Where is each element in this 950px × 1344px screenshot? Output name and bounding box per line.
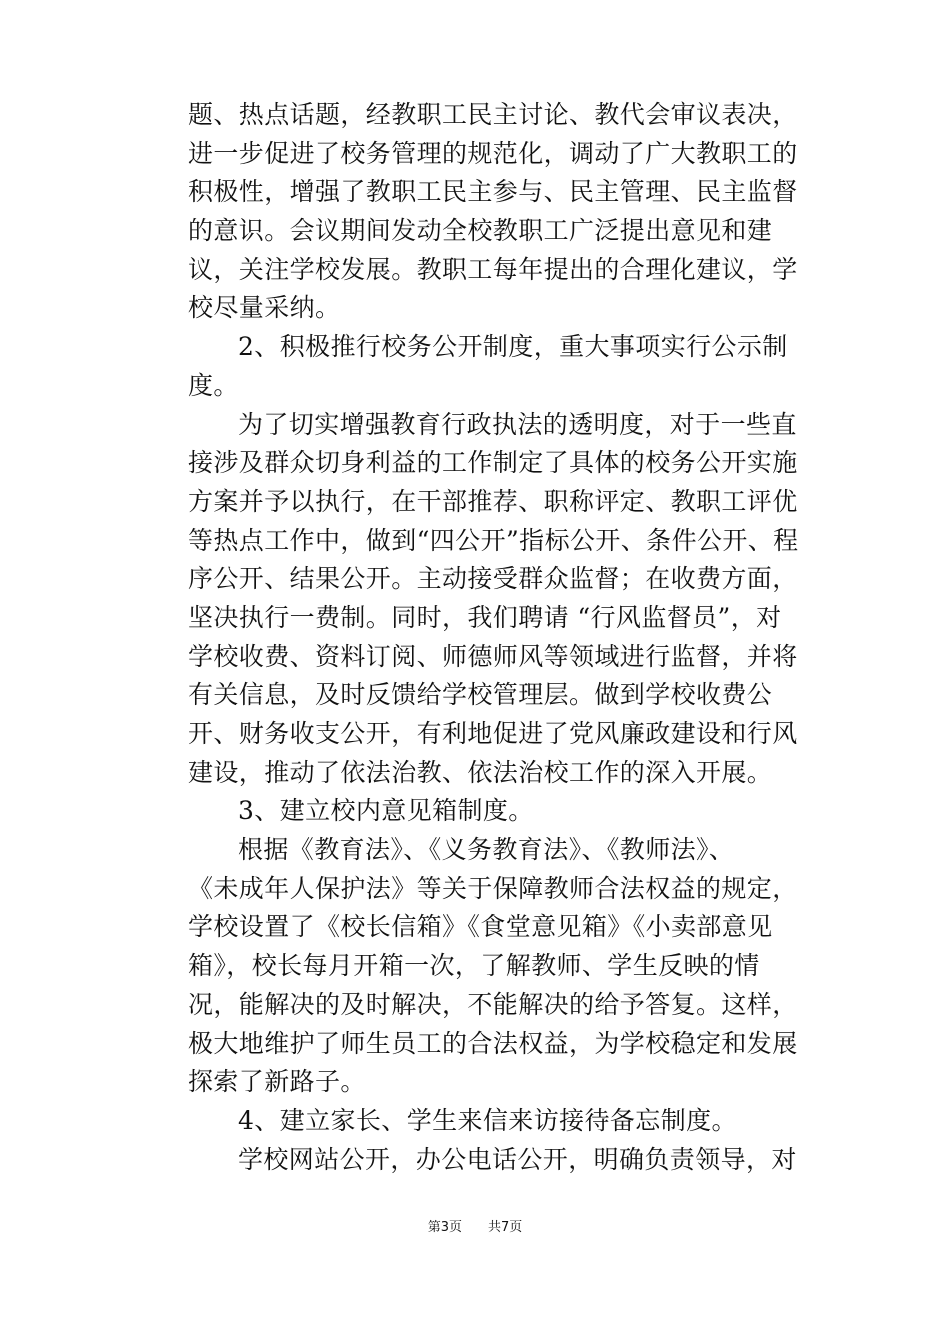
text-line: 学校设置了《校长信箱》《食堂意见箱》《小卖部意见: [188, 912, 773, 942]
text-line: 《未成年人保护法》等关于保障教师合法权益的规定，: [188, 873, 798, 903]
text-line: 坚决执行一费制。同时，我们聘请 “行风监督员”，对: [188, 602, 782, 632]
text-line: 有关信息，及时反馈给学校管理层。做到学校收费公: [188, 680, 773, 710]
text-line: 接涉及群众切身利益的工作制定了具体的校务公开实施: [188, 448, 798, 478]
text-line: 积极性，增强了教职工民主参与、民主管理、民主监督: [188, 177, 798, 207]
text-line: 况，能解决的及时解决，不能解决的给予答复。这样，: [188, 989, 798, 1019]
text-line: 极大地维护了师生员工的合法权益，为学校稳定和发展: [188, 1028, 798, 1058]
text-line: 为了切实增强教育行政执法的透明度，对于一些直: [238, 409, 797, 439]
text-line: 议，关注学校发展。教职工每年提出的合理化建议，学: [188, 254, 798, 284]
text-line: 等热点工作中，做到“四公开”指标公开、条件公开、程: [188, 525, 799, 555]
text-line: 根据《教育法》、《义务教育法》、《教师法》、: [238, 835, 735, 865]
text-line: 进一步促进了校务管理的规范化，调动了广大教职工的: [188, 138, 798, 168]
page-total: 共7页: [488, 1220, 523, 1235]
text-line: 序公开、结果公开。主动接受群众监督；在收费方面，: [188, 564, 798, 594]
text-line: 开、财务收支公开，有利地促进了党风廉政建设和行风: [188, 719, 798, 748]
text-line: 探索了新路子。: [188, 1067, 366, 1097]
section-heading: 2、积极推行校务公开制度，重大事项实行公示制: [238, 332, 788, 362]
text-line: 题、热点话题，经教职工民主讨论、教代会审议表决，: [188, 100, 798, 129]
text-line: 学校收费、资料订阅、师德师风等领域进行监督，并将: [188, 641, 798, 671]
page-number: 第3页: [427, 1220, 462, 1235]
text-line: 的意识。会议期间发动全校教职工广泛提出意见和建: [188, 216, 773, 246]
section-heading: 3、建立校内意见箱制度。: [238, 796, 534, 826]
text-line: 方案并予以执行，在干部推荐、职称评定、教职工评优: [188, 486, 798, 516]
text-line: 学校网站公开，办公电话公开，明确负责领导，对: [238, 1144, 797, 1174]
text-line: 箱》，校长每月开箱一次，了解教师、学生反映的情: [188, 951, 760, 981]
text-line: 校尽量采纳。: [188, 293, 341, 323]
text-line: 建设，推动了依法治教、依法治校工作的深入开展。: [188, 757, 773, 787]
text-line: 度。: [188, 370, 239, 400]
page-footer: [0, 1216, 950, 1235]
section-heading: 4、建立家长、学生来信来访接待备忘制度。: [238, 1105, 737, 1135]
body-text: [188, 96, 808, 1179]
